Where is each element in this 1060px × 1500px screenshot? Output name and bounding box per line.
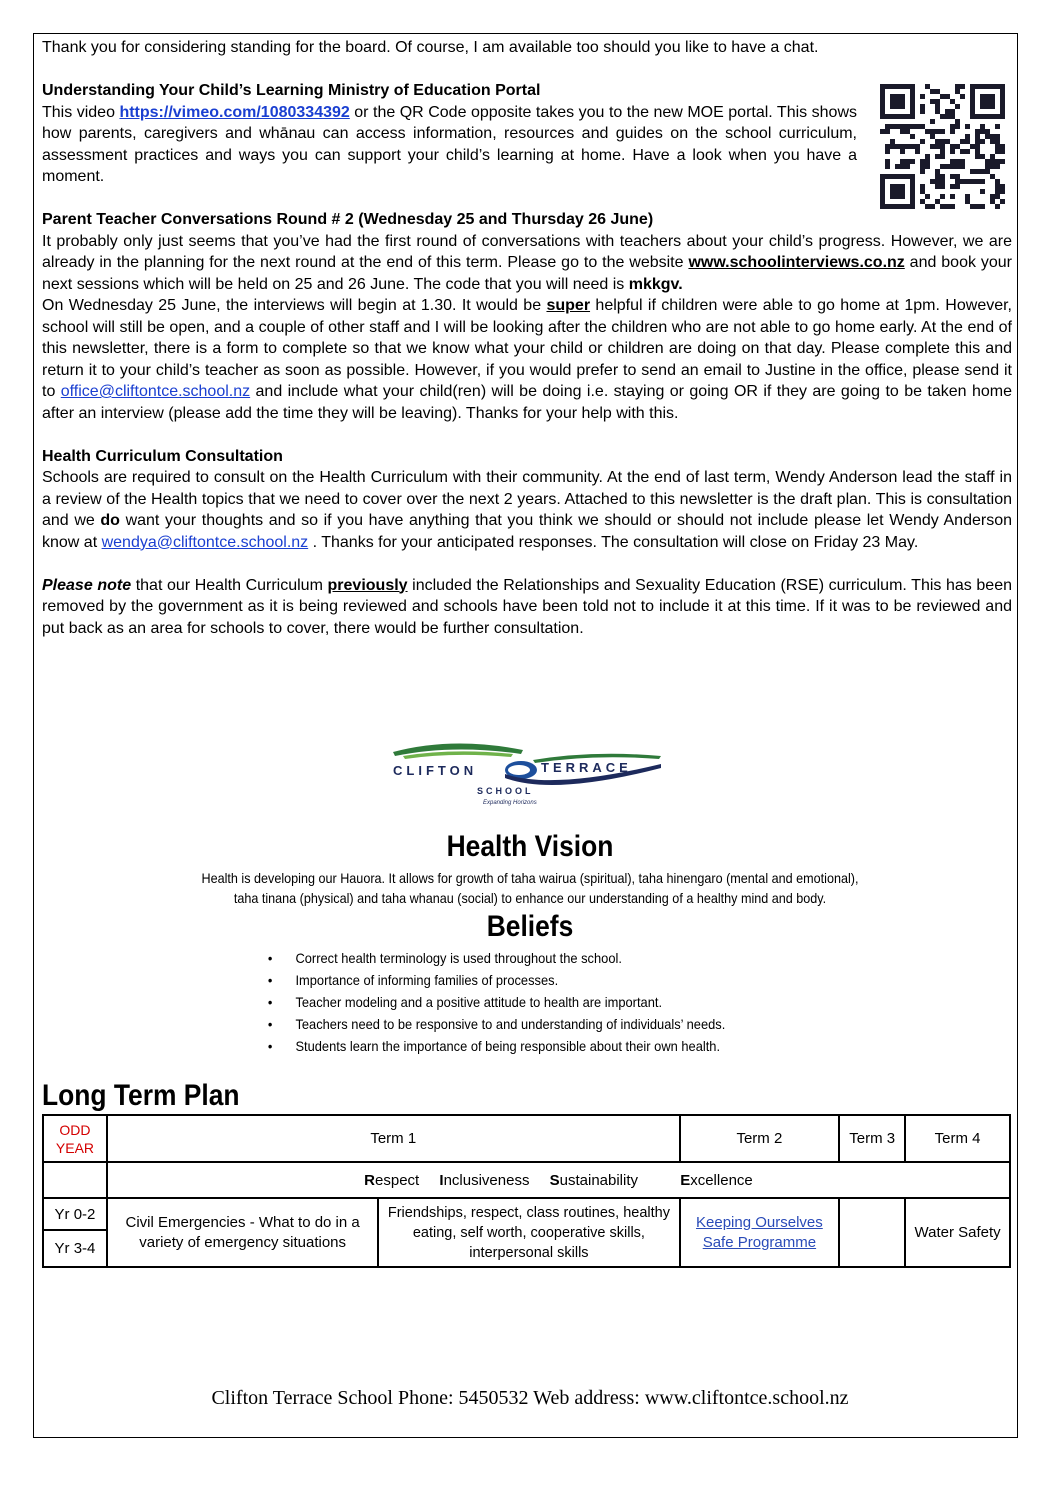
table-row <box>43 1162 1010 1198</box>
logo-word-school: SCHOOL <box>477 786 534 796</box>
moe-text-before: This video <box>42 103 120 121</box>
empty-cell <box>43 1162 107 1198</box>
logo-word-terrace: TERRACE <box>541 760 632 775</box>
office-email-link[interactable]: office@cliftontce.school.nz <box>60 383 251 400</box>
health-paragraph <box>42 467 1012 553</box>
logo-tagline: Expanding Horizons <box>483 800 537 806</box>
please-note-label: Please note <box>42 576 132 594</box>
note-text-a: that our Health Curriculum <box>131 576 328 594</box>
health-note-paragraph <box>42 575 1012 640</box>
vimeo-link[interactable]: https://vimeo.com/1080334392 <box>119 103 350 121</box>
list-item: • Teacher modeling and a positive attitude to health are important. <box>267 994 663 1010</box>
water-safety-cell: Water Safety <box>905 1198 1010 1267</box>
intro-text: Thank you for considering standing for the board. Of course, I am available too should you like to have a chat. <box>42 39 819 56</box>
friendships-cell: Friendships, respect, class routines, healthy eating, self worth, cooperative skills, interpersonal skills <box>378 1198 679 1267</box>
ptc-text-2c: and include what your child(ren) will be doing i.e. staying or going OR if they are going to be taken home after an interview (please add the time they will be leaving). Thanks for your help with this. <box>42 383 1012 422</box>
health-do-emphasis: do <box>100 512 120 529</box>
health-vision-title: Health Vision <box>446 830 614 863</box>
ptc-paragraph-2 <box>42 295 1012 424</box>
health-heading: Health Curriculum Consultation <box>42 447 283 465</box>
list-item: • Students learn the importance of being responsible about their own health. <box>267 1038 721 1054</box>
footer-contact: Clifton Terrace School Phone: 5450532 Web address: www.cliftontce.school.nz <box>211 1387 849 1409</box>
booking-code: mkkgv. <box>628 275 683 293</box>
moe-heading: Understanding Your Child’s Learning Ministry of Education Portal <box>42 82 541 99</box>
qr-code-icon <box>880 84 1005 209</box>
ptc-emphasis: super <box>546 297 591 314</box>
ptc-paragraph-1 <box>42 231 1012 296</box>
ptc-text-2b: helpful if children were able to go home at 1pm. However, school will still be open, and a couple of other staff and I will be looking after the children who are not able to go home early. At the end of this newsletter, there is a form to complete so that we know what your child or children are doing on that day. Please complete this and return it to your child’s teacher as soon as possible. However, if you would prefer to send an email to Justine in the office, please send it to <box>42 297 1013 400</box>
school-values: Respect Inclusiveness Sustainability Excellence <box>107 1162 1010 1198</box>
table-row <box>43 1198 1010 1230</box>
health-vision-text <box>53 868 1007 908</box>
long-term-plan-table <box>42 1114 1011 1268</box>
long-term-plan-title: Long Term Plan <box>42 1079 240 1112</box>
belief-text: Teacher modeling and a positive attitude to health are important. <box>295 994 663 1010</box>
keeping-ourselves-safe-cell <box>680 1198 840 1267</box>
moe-paragraph <box>42 102 857 188</box>
health-text-b: want your thoughts and so if you have anything that you think we should or should not include please let Wendy Anderson know at <box>42 512 1012 551</box>
term3-header: Term 3 <box>839 1115 905 1162</box>
newsletter-body <box>42 37 1012 639</box>
keeping-ourselves-safe-link[interactable]: Keeping Ourselves Safe Programme <box>696 1213 823 1251</box>
ptc-text-1b: and book your next sessions which will be held on 25 and 26 June. The code that you will need is <box>42 254 1013 293</box>
year-label: Yr 0-2 <box>43 1198 107 1230</box>
belief-text: Teachers need to be responsive to and understanding of individuals’ needs. <box>295 1016 726 1032</box>
ptc-text-1a: It probably only just seems that you’ve had the first round of conversations with teachers about your child’s progress. However, we are already in the planning for the next round at the end of this term. Please go to the website <box>42 232 1012 271</box>
ptc-heading: Parent Teacher Conversations Round # 2 (Wednesday 25 and Thursday 26 June) <box>42 211 654 228</box>
vision-line-1: Health is developing our Hauora. It allows for growth of taha wairua (spiritual), taha hinengaro (mental and emotional), <box>201 870 859 886</box>
term2-header: Term 2 <box>680 1115 840 1162</box>
logo-word-clifton: CLIFTON <box>393 763 478 778</box>
list-item: • Teachers need to be responsive to and understanding of individuals’ needs. <box>267 1016 726 1032</box>
beliefs-title: Beliefs <box>486 910 574 943</box>
health-text-a: Schools are required to consult on the Health Curriculum with their community. At the end of last term, Wendy Anderson lead the staff in a review of the Health topics that we need to cover over the next 2 years. Attached to this newsletter is the draft plan. This is consultation and we <box>42 469 1012 529</box>
belief-text: Students learn the importance of being responsible about their own health. <box>295 1038 721 1054</box>
beliefs-list <box>266 947 765 1057</box>
belief-text: Importance of informing families of processes. <box>295 972 559 988</box>
term4-header: Term 4 <box>905 1115 1010 1162</box>
year-label: Yr 3-4 <box>43 1230 107 1267</box>
schoolinterviews-link[interactable]: www.schoolinterviews.co.nz <box>688 254 905 271</box>
odd-year-cell: ODD YEAR <box>43 1115 107 1162</box>
civil-emergencies-cell: Civil Emergencies - What to do in a variety of emergency situations <box>107 1198 378 1267</box>
health-text-c: . Thanks for your anticipated responses. The consultation will close on Friday 23 May. <box>308 533 919 551</box>
list-item: • Correct health terminology is used throughout the school. <box>267 950 622 966</box>
belief-text: Correct health terminology is used throughout the school. <box>295 950 622 966</box>
wendy-email-link[interactable]: wendya@cliftontce.school.nz <box>101 533 309 551</box>
empty-cell <box>839 1198 905 1267</box>
school-logo <box>393 740 663 810</box>
term1-header: Term 1 <box>107 1115 680 1162</box>
moe-section <box>42 80 1012 188</box>
table-row <box>43 1115 1010 1162</box>
list-item: • Importance of informing families of processes. <box>267 972 559 988</box>
note-text-b: included the Relationships and Sexuality Education (RSE) curriculum. This has been removed by the government as it is being reviewed and schools have been told not to include it at this time. If it was to be reviewed and put back as an area for schools to cover, there would be further consultation. <box>42 576 1012 637</box>
ptc-text-2a: On Wednesday 25 June, the interviews will begin at 1.30. It would be <box>42 297 547 314</box>
note-emphasis: previously <box>327 576 408 594</box>
moe-text-after: or the QR Code opposite takes you to the new MOE portal. This shows how parents, caregivers and whānau can access information, resources and guides on the school curriculum, assessment practices and ways you can support your child’s learning at home. Have a look when you have a moment. <box>42 103 857 185</box>
vision-line-2: taha tinana (physical) and taha whanau (social) to enhance our understanding of a healthy mind and body. <box>233 890 827 906</box>
